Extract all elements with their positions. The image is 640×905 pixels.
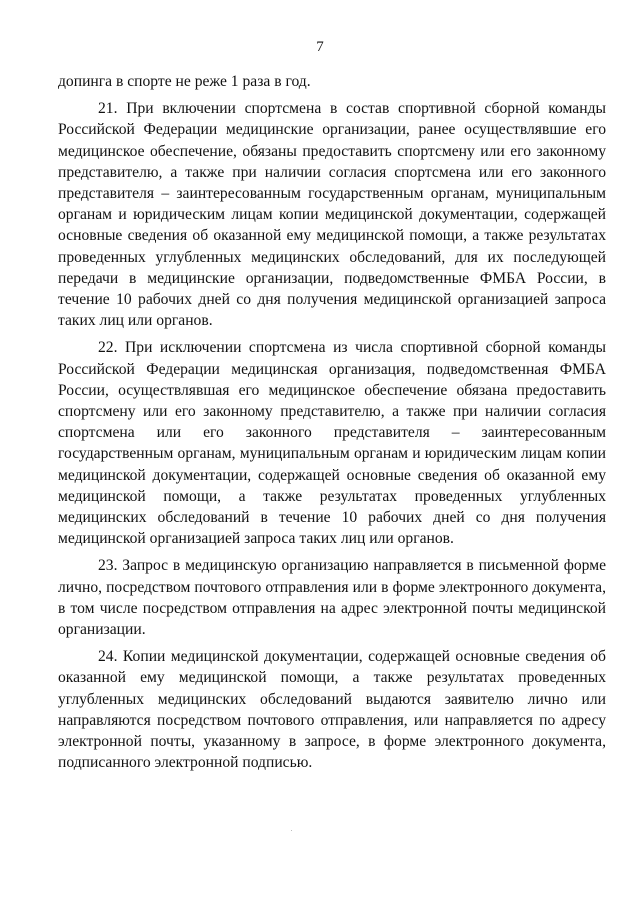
paragraph-22: 22. При исключении спортсмена из числа спортивной сборной команды Российской Федерации медицинская организация, подведомственная ФМБА России, осуществлявшая его медицинское обеспечение обязана предоставить спортсмену или его законному представителю, а также при наличии согласия спортсмена или его законного представителя – заинтересованным государственным органам, муниципальным органам и юридическим лицам копии медицинской документации, содержащей основные сведения об оказанной ему медицинской помощи, а также результатах проведенных углубленных медицинских обследований в течение 10 рабочих дней со дня получения медицинской организацией запроса таких лиц или органов. <box>58 339 606 548</box>
paragraph-continuation: допинга в спорте не реже 1 раза в год. <box>58 73 311 90</box>
paragraph-23: 23. Запрос в медицинскую организацию направляется в письменной форме лично, посредством почтового отправления или в форме электронного документа, в том числе посредством отправления на адрес электронной почты медицинской организации. <box>58 557 606 639</box>
paragraph-21: 21. При включении спортсмена в состав спортивной сборной команды Российской Федерации медицинские организации, ранее осуществлявшие его медицинское обеспечение, обязаны предоставить спортсмену или его законному представителю, а также при наличии согласия спортсмена или его законного представителя – заинтересованным государственным органам, муниципальным органам и юридическим лицам копии медицинской документации, содержащей основные сведения об оказанной ему медицинской помощи, а также результатах проведенных углубленных медицинских обследований, для их последующей передачи в медицинские организации, подведомственные ФМБА России, в течение 10 рабочих дней со дня получения медицинской организацией запроса таких лиц или органов. <box>58 100 606 330</box>
paragraph-24: 24. Копии медицинской документации, содержащей основные сведения об оказанной ему медицинской помощи, а также результатах проведенных углубленных медицинских обследований выдаются заявителю лично или направляются посредством почтового отправления, или направляется по адресу электронной почты, указанному в запросе, в форме электронного документа, подписанного электронной подписью. <box>58 648 606 772</box>
page-number: 7 <box>316 39 324 55</box>
scan-artifact <box>291 830 292 831</box>
document-body <box>58 71 606 774</box>
